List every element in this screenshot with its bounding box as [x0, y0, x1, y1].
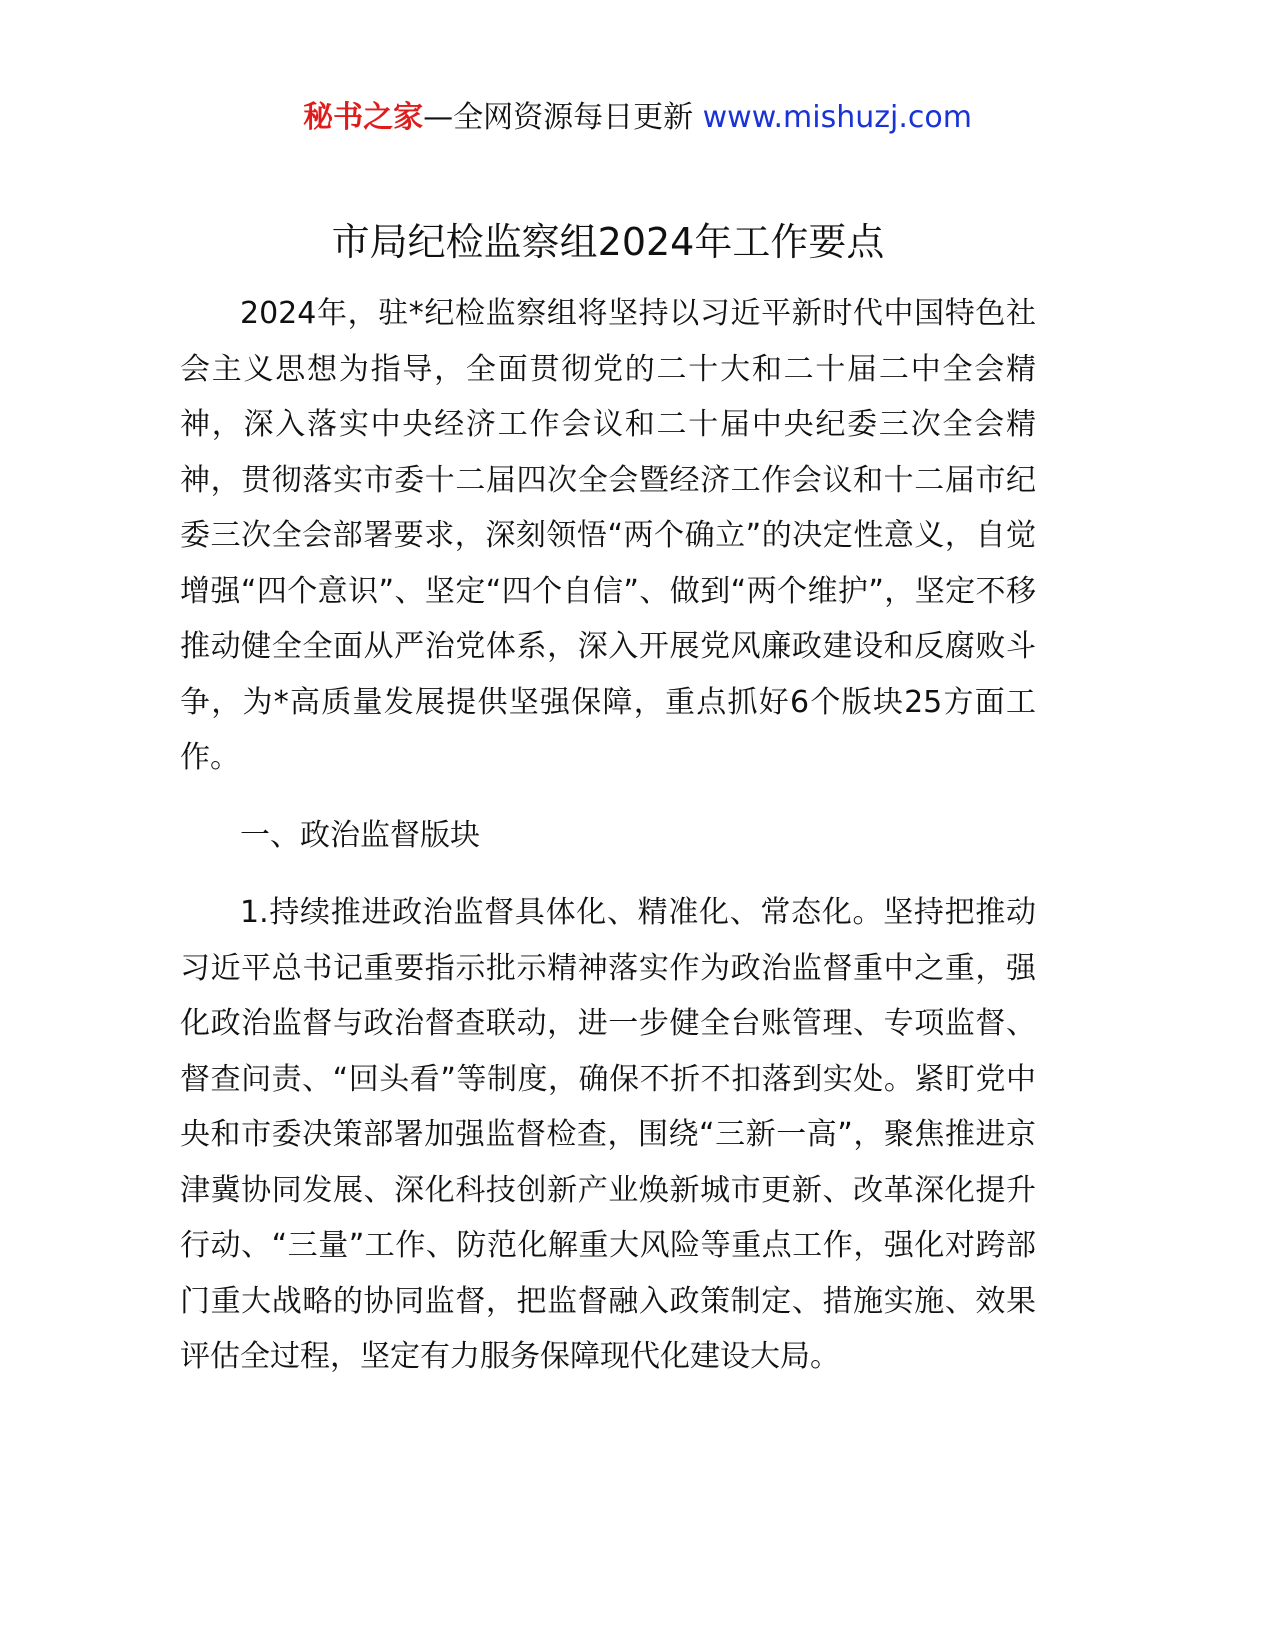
section-heading-political-supervision: 一、政治监督版块	[240, 817, 480, 853]
site-brand: 秘书之家	[303, 100, 424, 135]
site-tagline: —全网资源每日更新	[423, 100, 703, 135]
site-header	[0, 96, 1275, 140]
intro-paragraph: 2024年，驻*纪检监察组将坚持以习近平新时代中国特色社会主义思想为指导，全面贯彻党的二十大和二十届二中全会精神，深入落实中央经济工作会议和二十届中央纪委三次全会精神，贯彻落实市委十二届四次全会暨经济工作会议和十二届市纪委三次全会部署要求，深刻领悟“两个确立”的决定性意义，自觉增强“四个意识”、坚定“四个自信”、做到“两个维护”，坚定不移推动健全全面从严治党体系，深入开展党风廉政建设和反腐败斗争，为*高质量发展提供坚强保障，重点抓好6个版块25方面工作。	[180, 296, 1036, 775]
site-url-link[interactable]: www.mishuzj.com	[702, 100, 972, 135]
document-title: 市局纪检监察组2024年工作要点	[331, 220, 885, 264]
document-body	[180, 212, 1036, 1385]
item-1-paragraph: 1.持续推进政治监督具体化、精准化、常态化。坚持把推动习近平总书记重要指示批示精神落实作为政治监督重中之重，强化政治监督与政治督查联动，进一步健全台账管理、专项监督、督查问责、“回头看”等制度，确保不折不扣落到实处。紧盯党中央和市委决策部署加强监督检查，围绕“三新一高”，聚焦推进京津冀协同发展、深化科技创新产业焕新城市更新、改革深化提升行动、“三量”工作、防范化解重大风险等重点工作，强化对跨部门重大战略的协同监督，把监督融入政策制定、措施实施、效果评估全过程，坚定有力服务保障现代化建设大局。	[180, 895, 1036, 1374]
